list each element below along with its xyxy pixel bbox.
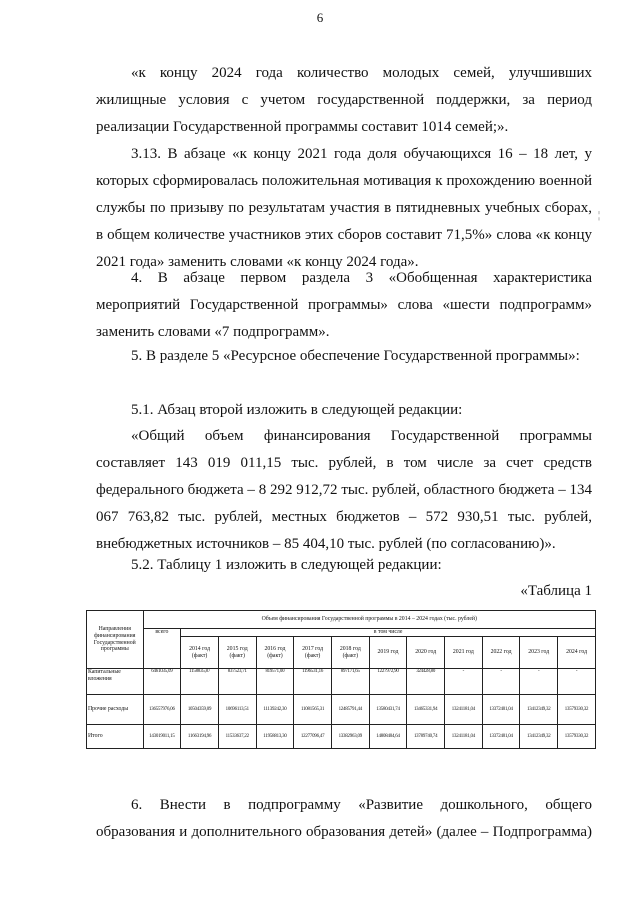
corner-header: Направления финансирования Государственной программы xyxy=(87,611,144,669)
year-header: 2018 год (факт) xyxy=(331,637,369,669)
year-header: 2014 год (факт) xyxy=(181,637,219,669)
paragraph-6: 6. Внести в подпрограмму «Развитие дошкольного, общего образования и дополнительного образования детей» (далее – Подпрограмма) xyxy=(96,797,592,840)
table-cell: 11533637,22 xyxy=(218,725,256,749)
year-header: 2022 год xyxy=(482,637,520,669)
table-cell: - xyxy=(445,669,483,695)
table-cell: 10696113,51 xyxy=(218,695,256,725)
table-cell: 13241181,04 xyxy=(445,695,483,725)
table-cell: 819571,00 xyxy=(256,669,294,695)
row-label: Итого xyxy=(87,725,144,749)
paragraph-5: 5. В разделе 5 «Ресурсное обеспечение Государственной программы»: xyxy=(131,348,580,364)
table-cell: - xyxy=(520,669,558,695)
table-cell: 1227972,90 xyxy=(369,669,407,695)
table-cell: - xyxy=(482,669,520,695)
year-header: 2016 год (факт) xyxy=(256,637,294,669)
table-cell: 11663194,96 xyxy=(181,725,219,749)
table-cell: 13579330,32 xyxy=(558,695,596,725)
table-cell: 14808404,64 xyxy=(369,725,407,749)
table-cell: 143019011,15 xyxy=(143,725,181,749)
table-cell: 13382963,09 xyxy=(331,725,369,749)
table-cell: 11958813,30 xyxy=(256,725,294,749)
paragraph-5-1: 5.1. Абзац второй изложить в следующей редакции: xyxy=(131,402,463,418)
year-header: 2021 год xyxy=(445,637,483,669)
table-cell: 1196531,16 xyxy=(294,669,332,695)
year-header: 2020 год xyxy=(407,637,445,669)
table-cell: 13241181,04 xyxy=(445,725,483,749)
table-cell: 12277096,47 xyxy=(294,725,332,749)
table-cell: 13789740,74 xyxy=(407,725,445,749)
table-cell: 136557976,06 xyxy=(143,695,181,725)
year-header: 2019 год xyxy=(369,637,407,669)
table-cell: 12485791,44 xyxy=(331,695,369,725)
table-cell: 10504359,09 xyxy=(181,695,219,725)
table-cell: 13465331,94 xyxy=(407,695,445,725)
table-row xyxy=(87,725,596,749)
table-cell: 13412349,32 xyxy=(520,695,558,725)
table-row xyxy=(87,669,596,695)
table-cell: 897171,65 xyxy=(331,669,369,695)
paragraph-young-families: «к концу 2024 года количество молодых семей, улучшивших жилищные условия с учетом государственной поддержки, за период реализации Государственной программы составит 1014 семей;». xyxy=(96,65,592,135)
year-header: 2015 год (факт) xyxy=(218,637,256,669)
margin-mark: ¦ xyxy=(598,210,601,221)
table-caption: «Таблица 1 xyxy=(520,583,592,599)
table-cell: 6461035,09 xyxy=(143,669,181,695)
table-cell: 13372401,04 xyxy=(482,725,520,749)
table-cell: 13412349,32 xyxy=(520,725,558,749)
table-cell: 11139242,30 xyxy=(256,695,294,725)
table-cell: - xyxy=(558,669,596,695)
page-number: 6 xyxy=(316,10,324,25)
table-cell: 1158835,87 xyxy=(181,669,219,695)
year-header: 2017 год (факт) xyxy=(294,637,332,669)
table-cell: 837523,71 xyxy=(218,669,256,695)
table-row xyxy=(87,695,596,725)
total-header: всего xyxy=(143,629,181,669)
row-label: Прочие расходы xyxy=(87,695,144,725)
paragraph-3-13: 3.13. В абзаце «к концу 2021 года доля обучающихся 16 – 18 лет, у которых сформировалась положительная мотивация к прохождению военной службы по призыву по результатам участия в пятидневных учебных сборах, в общем количестве участников этих сборов составит 71,5%» слова «к концу 2021 года» заменить словами «к концу 2024 года». xyxy=(96,146,592,270)
group-header: Объем финансирования Государственной программы в 2014 – 2024 годах (тыс. рублей) xyxy=(143,611,595,629)
table-cell: 11081565,31 xyxy=(294,695,332,725)
year-header: 2023 год xyxy=(520,637,558,669)
subgroup-header: в том числе xyxy=(181,629,596,637)
paragraph-4: 4. В абзаце первом раздела 3 «Обобщенная характеристика мероприятий Государственной программы» слова «шести подпрограмм» заменить словами «7 подпрограмм». xyxy=(96,270,592,340)
table-cell: 13372401,04 xyxy=(482,695,520,725)
table-cell: 324428,80 xyxy=(407,669,445,695)
table-cell: 13579330,32 xyxy=(558,725,596,749)
year-header: 2024 год xyxy=(558,637,596,669)
table-cell: 13580431,74 xyxy=(369,695,407,725)
paragraph-5-2: 5.2. Таблицу 1 изложить в следующей редакции: xyxy=(131,557,442,573)
paragraph-total-funding: «Общий объем финансирования Государственной программы составляет 143 019 011,15 тыс. рублей, в том числе за счет средств федерального бюджета – 8 292 912,72 тыс. рублей, областного бюджета – 134 067 763,82 тыс. рублей, местных бюджетов – 572 930,51 тыс. рублей, внебюджетных источников – 85 404,10 тыс. рублей (по согласованию)». xyxy=(96,428,592,552)
funding-table xyxy=(86,610,596,749)
row-label: Капитальные вложения xyxy=(87,669,144,695)
